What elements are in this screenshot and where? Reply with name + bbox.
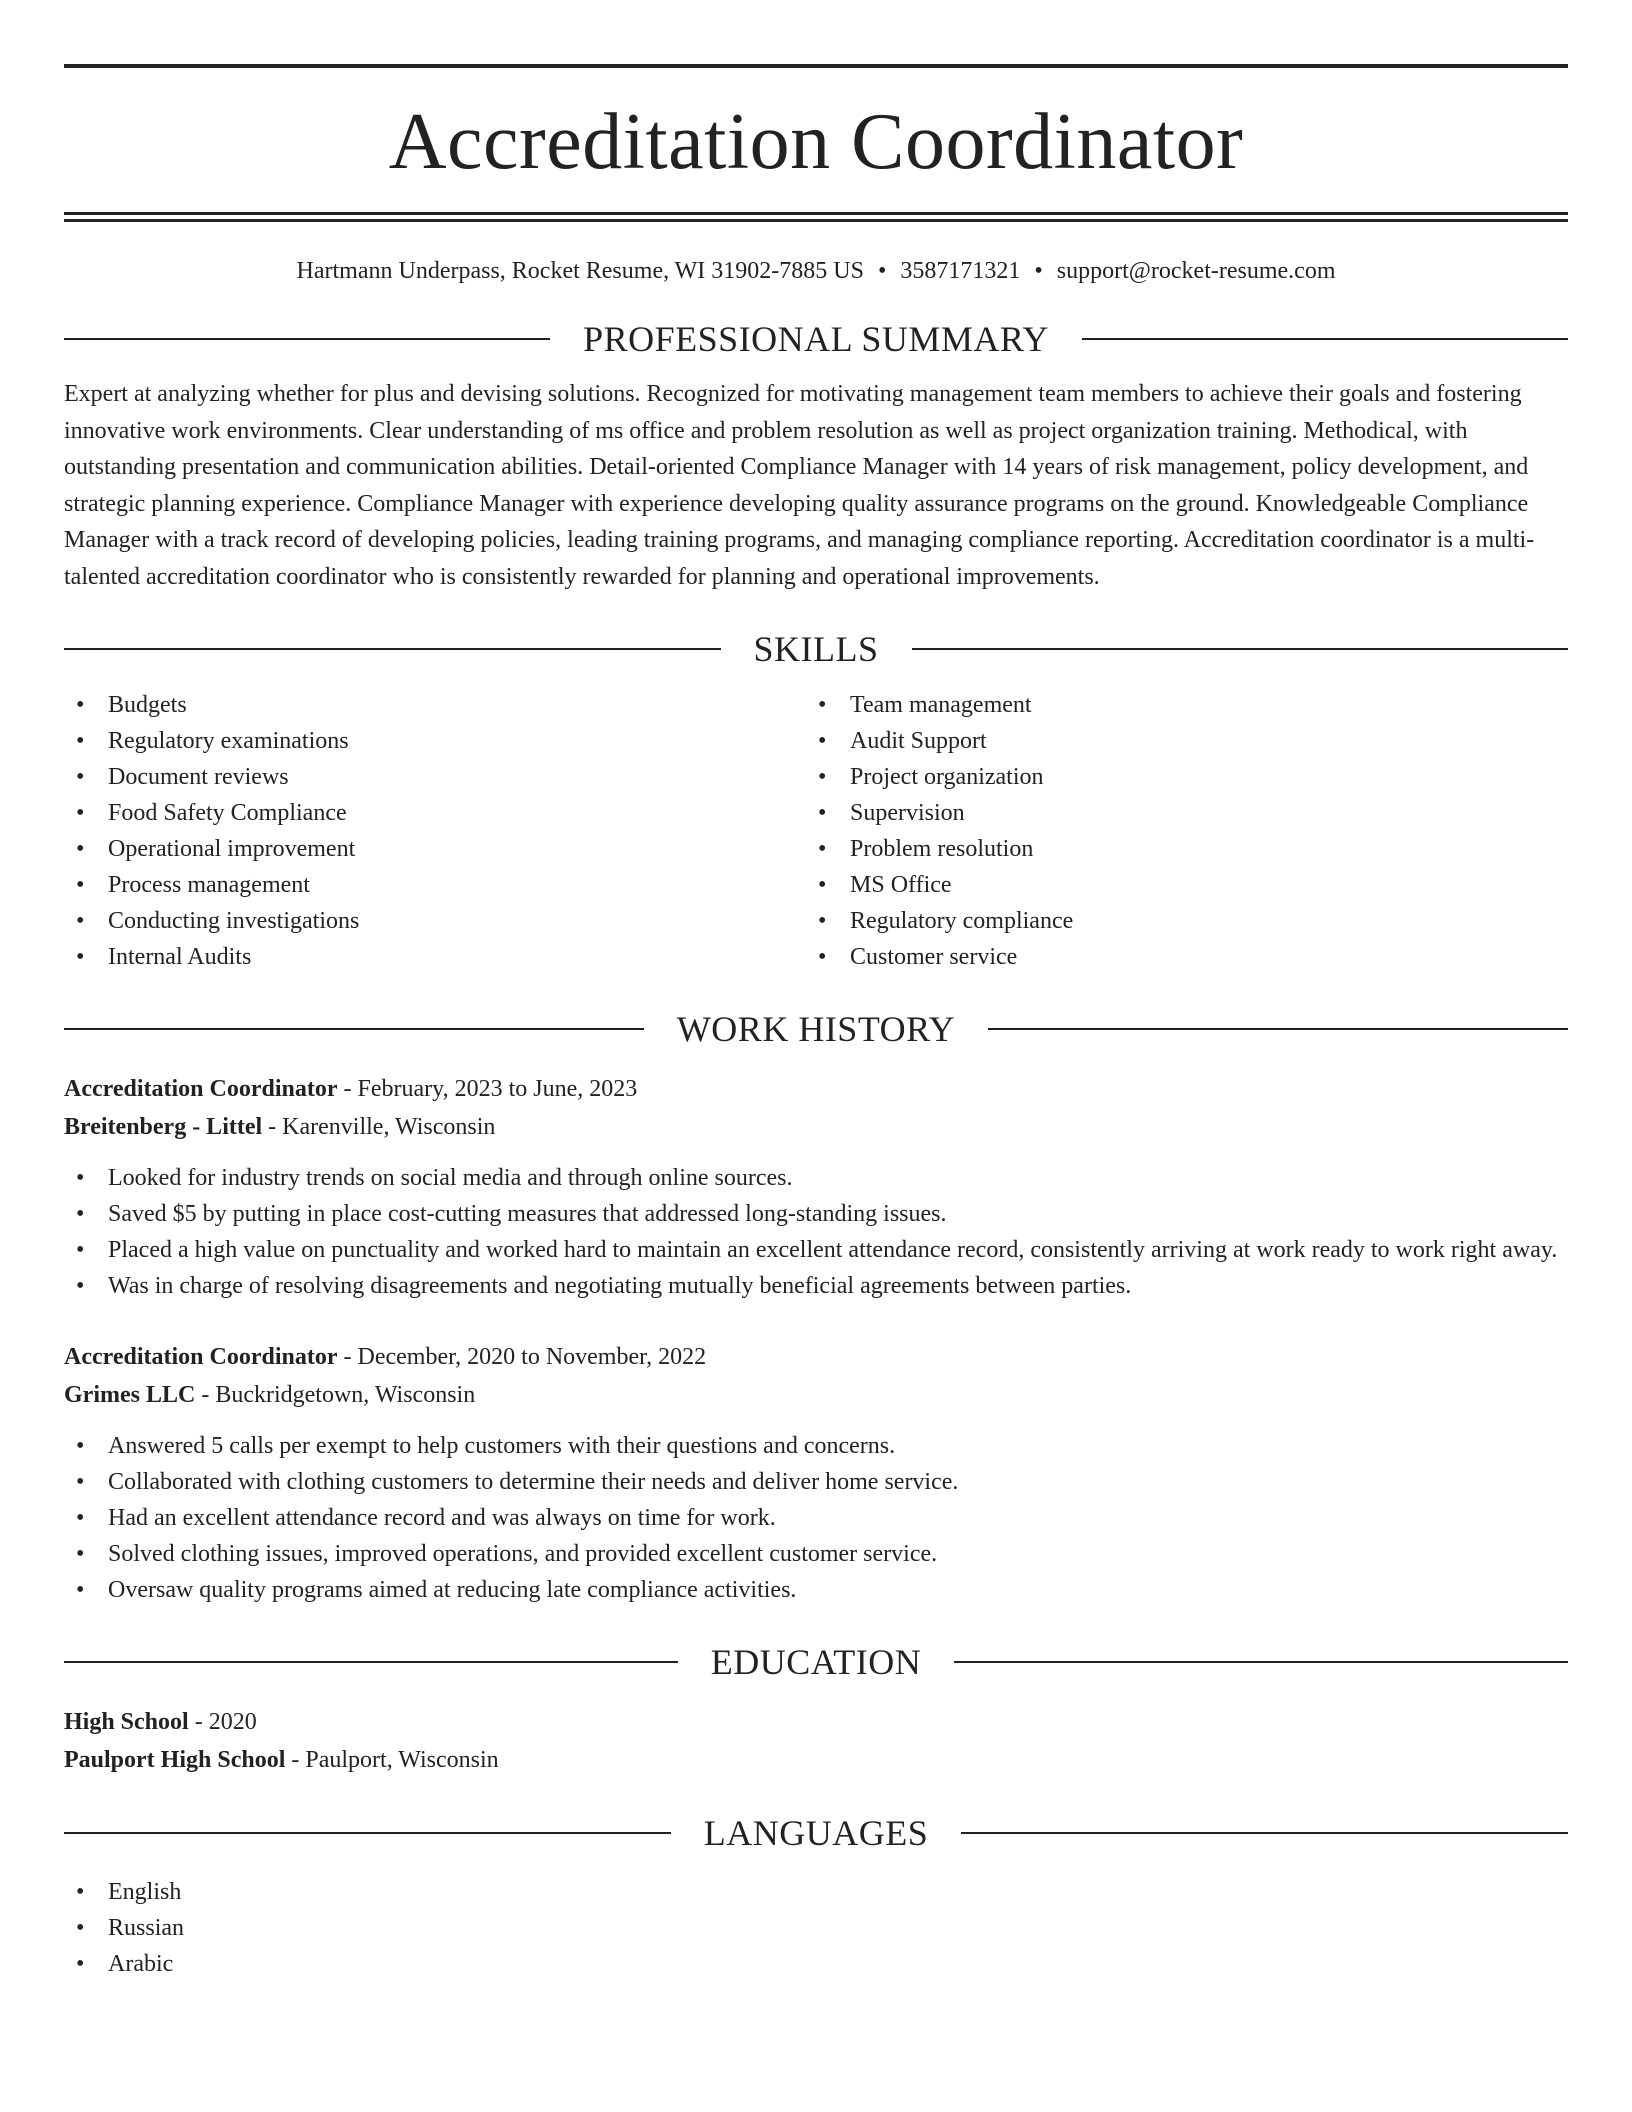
heading-rule [988,1028,1568,1030]
job-company: Grimes LLC [64,1382,196,1408]
skill-item: • Supervision [806,795,1548,831]
skill-item: • Operational improvement [64,831,806,867]
work-title: WORK HISTORY [676,1009,956,1049]
job-entry [64,1338,1568,1608]
double-rule [64,212,1568,222]
skill-item: • MS Office [806,867,1548,903]
job-company: Breitenberg - Littel [64,1114,263,1140]
heading-rule [912,648,1569,650]
job-role-line [64,1338,1568,1376]
contact-email: support@rocket-resume.com [1056,258,1336,284]
languages-section-heading [64,1815,1568,1851]
education-degree-line [64,1703,1568,1741]
skill-item: • Problem resolution [806,831,1548,867]
job-bullets [64,1160,1568,1304]
languages-list [64,1874,1568,1982]
skill-item: • Food Safety Compliance [64,795,806,831]
job-company-line [64,1108,1568,1146]
job-bullet: • Had an excellent attendance record and was always on time for work. [64,1500,1568,1536]
job-entry [64,1070,1568,1304]
contact-line [64,258,1568,285]
heading-rule [64,648,721,650]
summary-text: Expert at analyzing whether for plus and devising solutions. Recognized for motivating management team members to achieve their goals and fostering innovative work environments. Clear understanding of ms office and problem resolution as well as project organization training. Methodical, with outstanding presentation and communication abilities. Detail-oriented Compliance Manager with 14 years of risk management, policy development, and strategic planning experience. Compliance Manager with experience developing quality assurance programs on the ground. Knowledgeable Compliance Manager with a track record of developing policies, leading training programs, and managing compliance reporting. Accreditation coordinator is a multi-talented accreditation coordinator who is consistently rewarded for planning and operational improvements. [64,381,1535,590]
job-location: - Buckridgetown, Wisconsin [195,1382,476,1408]
contact-phone: 3587171321 [900,258,1021,284]
education-section-heading [64,1644,1568,1680]
skills-section-heading [64,631,1568,667]
heading-rule [64,1832,671,1834]
resume-page [64,64,1568,1982]
skill-item: • Conducting investigations [64,903,806,939]
job-bullet: • Placed a high value on punctuality and worked hard to maintain an excellent attendance record, consistently arriving at work ready to work right away. [64,1232,1568,1268]
skill-item: • Process management [64,867,806,903]
language-item: • English [64,1874,1568,1910]
work-section-heading [64,1011,1568,1047]
heading-rule [1082,338,1568,340]
languages-title: LANGUAGES [703,1813,929,1853]
skill-item: • Document reviews [64,759,806,795]
skill-item: • Internal Audits [64,939,806,975]
education-entry [64,1703,1568,1779]
education-degree: High School [64,1709,189,1735]
job-dates: - December, 2020 to November, 2022 [337,1344,707,1370]
skill-item: • Budgets [64,687,806,723]
skills-columns [64,687,1568,975]
skills-list-right [806,687,1548,975]
education-location: - Paulport, Wisconsin [285,1747,499,1773]
summary-section-heading [64,321,1568,357]
education-year: - 2020 [188,1709,257,1735]
job-role: Accreditation Coordinator [64,1076,338,1102]
education-school: Paulport High School [64,1747,286,1773]
education-title: EDUCATION [710,1642,922,1682]
job-bullet: • Solved clothing issues, improved operations, and provided excellent customer service. [64,1536,1568,1572]
skill-item: • Audit Support [806,723,1548,759]
contact-separator: • [877,258,887,284]
language-item: • Arabic [64,1946,1568,1982]
skills-title: SKILLS [753,629,879,669]
skills-list-left [64,687,806,975]
language-item: • Russian [64,1910,1568,1946]
heading-rule [64,1028,644,1030]
job-company-line [64,1376,1568,1414]
resume-name: Accreditation Coordinator [388,98,1244,186]
skill-item: • Team management [806,687,1548,723]
skill-item: • Customer service [806,939,1548,975]
job-role-line [64,1070,1568,1108]
skill-item: • Regulatory compliance [806,903,1548,939]
summary-title: PROFESSIONAL SUMMARY [583,319,1049,359]
education-school-line [64,1741,1568,1779]
heading-rule [64,338,550,340]
job-role: Accreditation Coordinator [64,1344,338,1370]
job-bullet: • Was in charge of resolving disagreements and negotiating mutually beneficial agreements between parties. [64,1268,1568,1304]
heading-rule [64,1661,678,1663]
job-bullet: • Looked for industry trends on social media and through online sources. [64,1160,1568,1196]
job-bullet: • Saved $5 by putting in place cost-cutting measures that addressed long-standing issues. [64,1196,1568,1232]
job-bullet: • Oversaw quality programs aimed at reducing late compliance activities. [64,1572,1568,1608]
contact-separator: • [1034,258,1043,284]
top-rule [64,64,1568,68]
job-dates: - February, 2023 to June, 2023 [337,1076,638,1102]
heading-rule [961,1832,1568,1834]
heading-rule [954,1661,1568,1663]
job-bullets [64,1428,1568,1608]
skill-item: • Project organization [806,759,1548,795]
job-location: - Karenville, Wisconsin [262,1114,496,1140]
skill-item: • Regulatory examinations [64,723,806,759]
job-bullet: • Collaborated with clothing customers to determine their needs and deliver home service. [64,1464,1568,1500]
contact-address: Hartmann Underpass, Rocket Resume, WI 31902-7885 US [296,258,864,284]
job-bullet: • Answered 5 calls per exempt to help customers with their questions and concerns. [64,1428,1568,1464]
